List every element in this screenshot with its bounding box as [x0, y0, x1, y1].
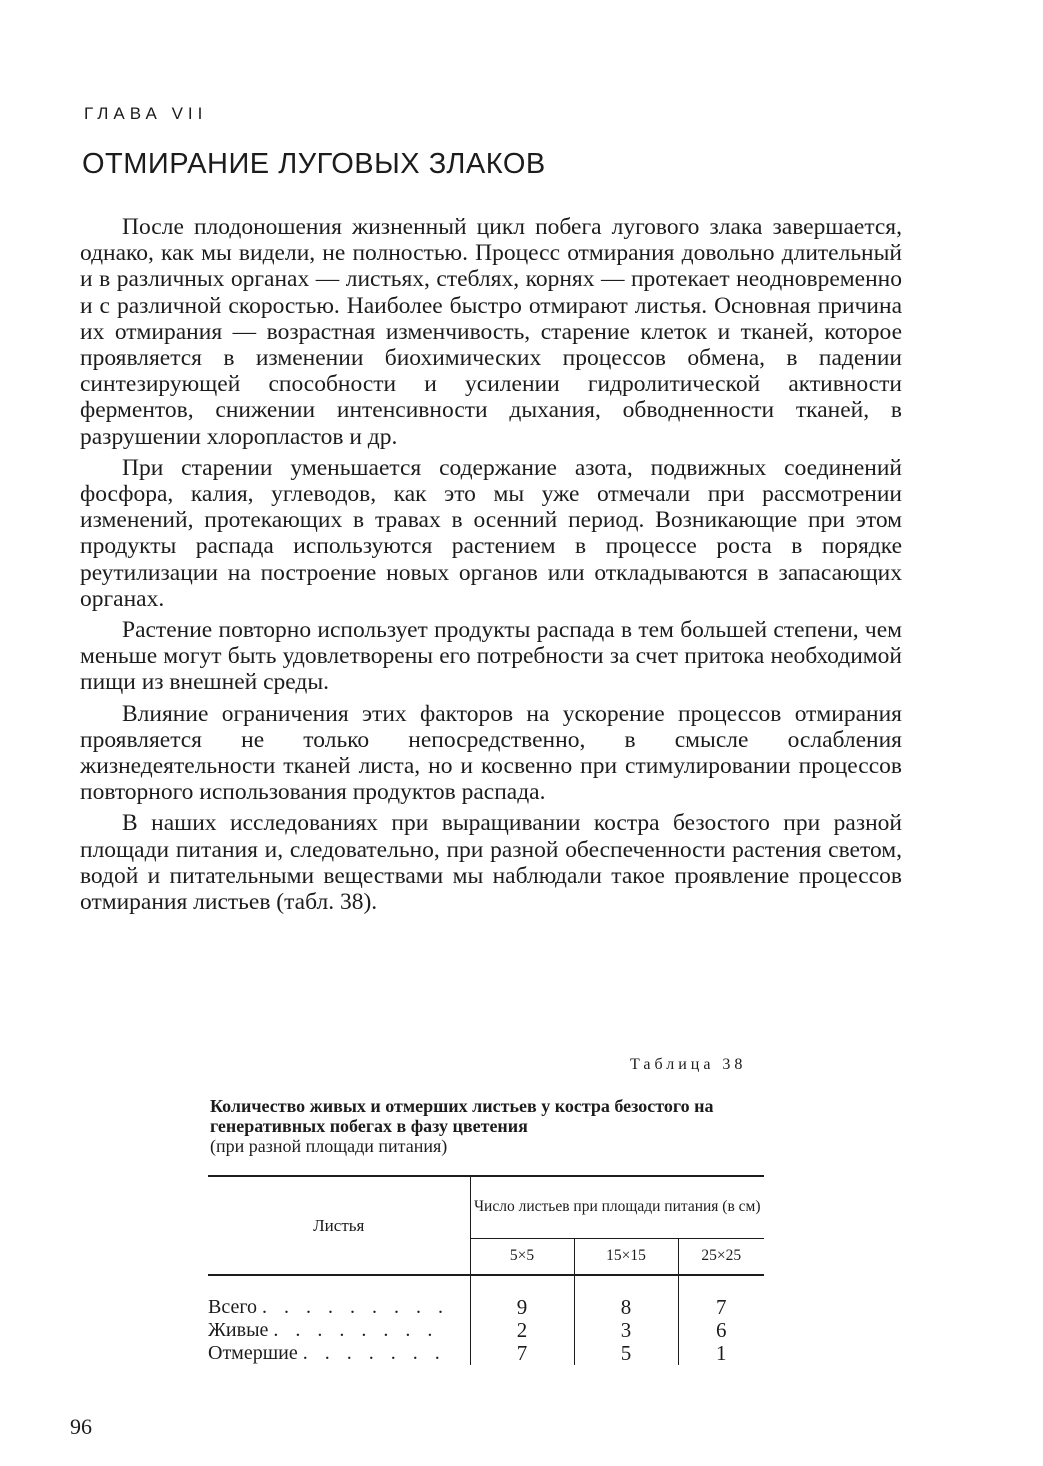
row-label-text: Всего: [208, 1296, 258, 1318]
column-group-header: Число листьев при площади питания (в см): [470, 1176, 764, 1238]
row-label: [208, 1319, 470, 1342]
row-label-text: Живые: [208, 1319, 269, 1341]
leader-dots: . . . . . . . . .: [262, 1296, 450, 1318]
row-label: [208, 1342, 470, 1365]
table-cell: 2: [470, 1319, 574, 1342]
table-caption-note: (при разной площади питания): [210, 1136, 448, 1156]
paragraph: Растение повторно использует продукты распада в тем большей степени, чем меньше могут быть удовлетворены его потребности за счет притока необходимой пищи из внешней среды.: [80, 617, 902, 696]
chapter-title: ОТМИРАНИЕ ЛУГОВЫХ ЗЛАКОВ: [82, 148, 546, 180]
table-cell: 6: [716, 1318, 727, 1342]
row-label-text: Отмершие: [208, 1342, 298, 1364]
paragraph: При старении уменьшается содержание азота, подвижных соединений фосфора, калия, углеводов, как это мы уже отмечали при рассмотрении изменений, протекающих в травах в осенний период. Возникающие при этом продукты распада используются растением в процессе роста в порядке реутилизации на построение новых органов или откладываются в запасающих органах.: [80, 454, 902, 612]
column-header-leaves: Листья: [208, 1176, 470, 1275]
table-cell: 1: [716, 1341, 727, 1365]
column-header: 25×25: [678, 1238, 764, 1275]
body-text: [80, 214, 902, 920]
table-number: Таблица 38: [630, 1056, 747, 1073]
table-row: [208, 1319, 764, 1342]
table-caption-title: Количество живых и отмерших листьев у костра безостого на генеративных побегах в фазу цветения: [210, 1096, 714, 1136]
table-cell: 8: [574, 1296, 678, 1319]
page-number: 96: [70, 1414, 92, 1439]
column-header: 5×5: [470, 1238, 574, 1275]
table-cell: 7: [716, 1295, 727, 1319]
row-label: [208, 1296, 470, 1319]
paragraph: Влияние ограничения этих факторов на ускорение процессов отмирания проявляется не только непосредственно, в смысле ослабления жизнедеятельности тканей листа, но и косвенно при стимулировании процессов повторного использования продуктов распада.: [80, 700, 902, 806]
leader-dots: . . . . . . .: [302, 1342, 446, 1364]
data-table: [208, 1175, 764, 1365]
chapter-label: ГЛАВА VII: [84, 104, 208, 123]
table-cell: 5: [574, 1342, 678, 1365]
table-row: [208, 1296, 764, 1319]
table-row: [208, 1342, 764, 1365]
table-caption: [210, 1096, 770, 1156]
paragraph: После плодоношения жизненный цикл побега лугового злака завершается, однако, как мы видели, не полностью. Процесс отмирания довольно длительный и в различных органах — листьях, стеблях, корнях — протекает неодновременно и с различной скоростью. Наиболее быстро отмирают листья. Основная причина их отмирания — возрастная изменчивость, старение клеток и тканей, которое проявляется в изменении биохимических процессов обмена, в падении синтезирующей способности и усилении гидролитической активности ферментов, снижении интенсивности дыхания, обводненности тканей, в разрушении хлоропластов и др.: [80, 214, 902, 450]
table-cell: 3: [574, 1319, 678, 1342]
leader-dots: . . . . . . . .: [273, 1319, 439, 1341]
paragraph: В наших исследованиях при выращивании костра безостого при разной площади питания и, следовательно, при разной обеспеченности растения светом, водой и питательными веществами мы наблюдали такое проявление процессов отмирания листьев (табл. 38).: [80, 810, 902, 916]
column-header: 15×15: [574, 1238, 678, 1275]
table-cell: 9: [470, 1296, 574, 1319]
table-cell: 7: [470, 1342, 574, 1365]
